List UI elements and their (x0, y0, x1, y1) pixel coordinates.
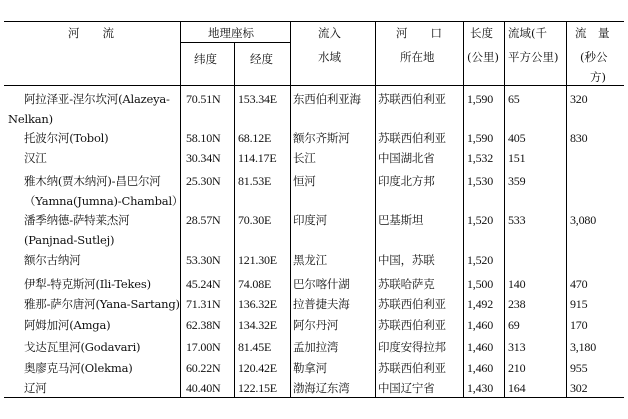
cell-mouth: 中国辽宁省 (378, 381, 435, 395)
table-top-border (4, 21, 624, 22)
cell-lon: 81.53E (238, 174, 272, 188)
river-name: 雅那-萨尔唐河(Yana-Sartang) (24, 297, 180, 311)
header-mouth-2: 所在地 (400, 50, 435, 64)
river-name: 戈达瓦里河(Godavari) (24, 340, 141, 354)
cell-lat: 28.57N (186, 213, 221, 227)
cell-length: 1,520 (467, 213, 494, 227)
col-divider (180, 21, 181, 398)
cell-lat: 58.10N (186, 131, 221, 145)
river-name: 额尔古纳河 (24, 253, 81, 267)
cell-mouth: 印度北方邦 (378, 174, 435, 188)
cell-basin: 533 (508, 213, 526, 227)
cell-flow: 320 (570, 92, 588, 106)
header-flow-2: (秒公 (580, 50, 608, 64)
cell-lon: 153.34E (238, 92, 277, 106)
cell-lat: 40.40N (186, 381, 221, 395)
cell-lat: 70.51N (186, 92, 221, 106)
col-divider (234, 42, 235, 398)
cell-basin: 359 (508, 174, 526, 188)
cell-mouth: 苏联哈萨克 (378, 277, 435, 291)
header-lat: 纬度 (194, 52, 217, 66)
cell-mouth: 苏联西伯利亚 (378, 131, 446, 145)
cell-basin: 140 (508, 277, 526, 291)
cell-flow: 470 (570, 277, 588, 291)
cell-length: 1,460 (467, 361, 494, 375)
cell-lat: 17.00N (186, 340, 221, 354)
cell-basin: 69 (508, 318, 520, 332)
cell-length: 1,590 (467, 92, 494, 106)
cell-flow: 830 (570, 131, 588, 145)
cell-basin: 164 (508, 381, 526, 395)
header-bottom-border (4, 85, 624, 86)
river-name: 奥廖克马河(Olekma) (24, 361, 133, 375)
cell-flow: 3,180 (570, 340, 597, 354)
cell-inflow: 阿尔丹河 (293, 318, 339, 332)
col-divider (463, 21, 464, 398)
cell-flow: 955 (570, 361, 588, 375)
cell-mouth: 印度安得拉邦 (378, 340, 446, 354)
cell-basin: 151 (508, 151, 526, 165)
cell-mouth: 中国，苏联 (378, 253, 435, 267)
cell-flow: 302 (570, 381, 588, 395)
cell-lat: 53.30N (186, 253, 221, 267)
cell-basin: 210 (508, 361, 526, 375)
cell-flow: 170 (570, 318, 588, 332)
header-basin-2: 平方公里) (508, 50, 559, 64)
cell-inflow: 恒河 (293, 174, 316, 188)
river-name-cont: Nelkan) (8, 112, 53, 126)
header-mouth: 河 口 (396, 26, 442, 40)
header-length-2: (公里) (467, 50, 499, 64)
col-divider (504, 21, 505, 398)
cell-inflow: 巴尔喀什湖 (293, 277, 350, 291)
cell-mouth: 苏联西伯利亚 (378, 92, 446, 106)
cell-lon: 122.15E (238, 381, 277, 395)
cell-length: 1,500 (467, 277, 494, 291)
header-flow: 流 量 (575, 26, 610, 40)
cell-lon: 134.32E (238, 318, 277, 332)
cell-inflow: 黑龙江 (293, 253, 327, 267)
cell-mouth: 巴基斯坦 (378, 213, 424, 227)
cell-flow: 3,080 (570, 213, 597, 227)
cell-basin: 65 (508, 92, 520, 106)
river-name: 托波尔河(Tobol) (24, 131, 109, 145)
cell-inflow: 长江 (293, 151, 316, 165)
cell-lon: 120.42E (238, 361, 277, 375)
cell-lon: 121.30E (238, 253, 277, 267)
col-divider (566, 21, 567, 398)
cell-lat: 30.34N (186, 151, 221, 165)
cell-lat: 45.24N (186, 277, 221, 291)
cell-basin: 405 (508, 131, 526, 145)
header-river: 河 流 (68, 26, 114, 40)
river-name-cont: （Yamna(Jumna)-Chambal） (24, 194, 184, 208)
cell-mouth: 苏联西伯利亚 (378, 297, 446, 311)
cell-length: 1,590 (467, 131, 494, 145)
cell-flow: 915 (570, 297, 588, 311)
cell-length: 1,532 (467, 151, 494, 165)
cell-length: 1,492 (467, 297, 494, 311)
cell-basin: 313 (508, 340, 526, 354)
cell-length: 1,520 (467, 253, 494, 267)
coords-underline (180, 42, 290, 43)
header-length: 长度 (470, 26, 493, 40)
cell-lon: 70.30E (238, 213, 272, 227)
river-name: 雅木纳(贾木纳河)-昌巴尔河 (24, 174, 161, 188)
cell-lon: 81.45E (238, 340, 272, 354)
cell-inflow: 勒拿河 (293, 361, 327, 375)
cell-lat: 25.30N (186, 174, 221, 188)
river-name: 阿姆加河(Amga) (24, 318, 111, 332)
cell-length: 1,530 (467, 174, 494, 188)
river-name: 阿拉泽亚-涅尔坎河(Alazeya- (24, 92, 170, 106)
river-name: 汉江 (24, 151, 47, 165)
river-name: 伊犁-特克斯河(Ili-Tekes) (24, 277, 151, 291)
cell-length: 1,460 (467, 340, 494, 354)
cell-lat: 62.38N (186, 318, 221, 332)
cell-lon: 74.08E (238, 277, 272, 291)
cell-inflow: 印度河 (293, 213, 327, 227)
cell-length: 1,430 (467, 381, 494, 395)
cell-inflow: 拉普捷夫海 (293, 297, 350, 311)
river-name: 潘季纳德-萨特莱杰河 (24, 213, 130, 227)
cell-basin: 238 (508, 297, 526, 311)
header-flow-3: 方) (590, 70, 606, 84)
cell-lat: 71.31N (186, 297, 221, 311)
cell-lat: 60.22N (186, 361, 221, 375)
cell-inflow: 额尔齐斯河 (293, 131, 350, 145)
cell-length: 1,460 (467, 318, 494, 332)
river-name: 辽河 (24, 381, 47, 395)
cell-inflow: 孟加拉湾 (293, 340, 339, 354)
header-inflow: 流入 (318, 26, 341, 40)
cell-inflow: 东西伯利亚海 (293, 92, 361, 106)
cell-mouth: 苏联西伯利亚 (378, 361, 446, 375)
header-coords: 地理座标 (208, 26, 254, 40)
header-lon: 经度 (250, 52, 273, 66)
cell-mouth: 中国湖北省 (378, 151, 435, 165)
cell-mouth: 苏联西伯利亚 (378, 318, 446, 332)
table-bottom-border (4, 397, 624, 398)
cell-lon: 136.32E (238, 297, 277, 311)
river-name-cont: (Panjnad-Sutlej) (24, 233, 115, 247)
cell-lon: 68.12E (238, 131, 272, 145)
cell-lon: 114.17E (238, 151, 277, 165)
header-inflow-2: 水域 (318, 50, 341, 64)
col-divider (290, 21, 291, 398)
cell-inflow: 渤海辽东湾 (293, 381, 350, 395)
header-basin: 流域(千 (508, 26, 547, 40)
col-divider (375, 21, 376, 398)
